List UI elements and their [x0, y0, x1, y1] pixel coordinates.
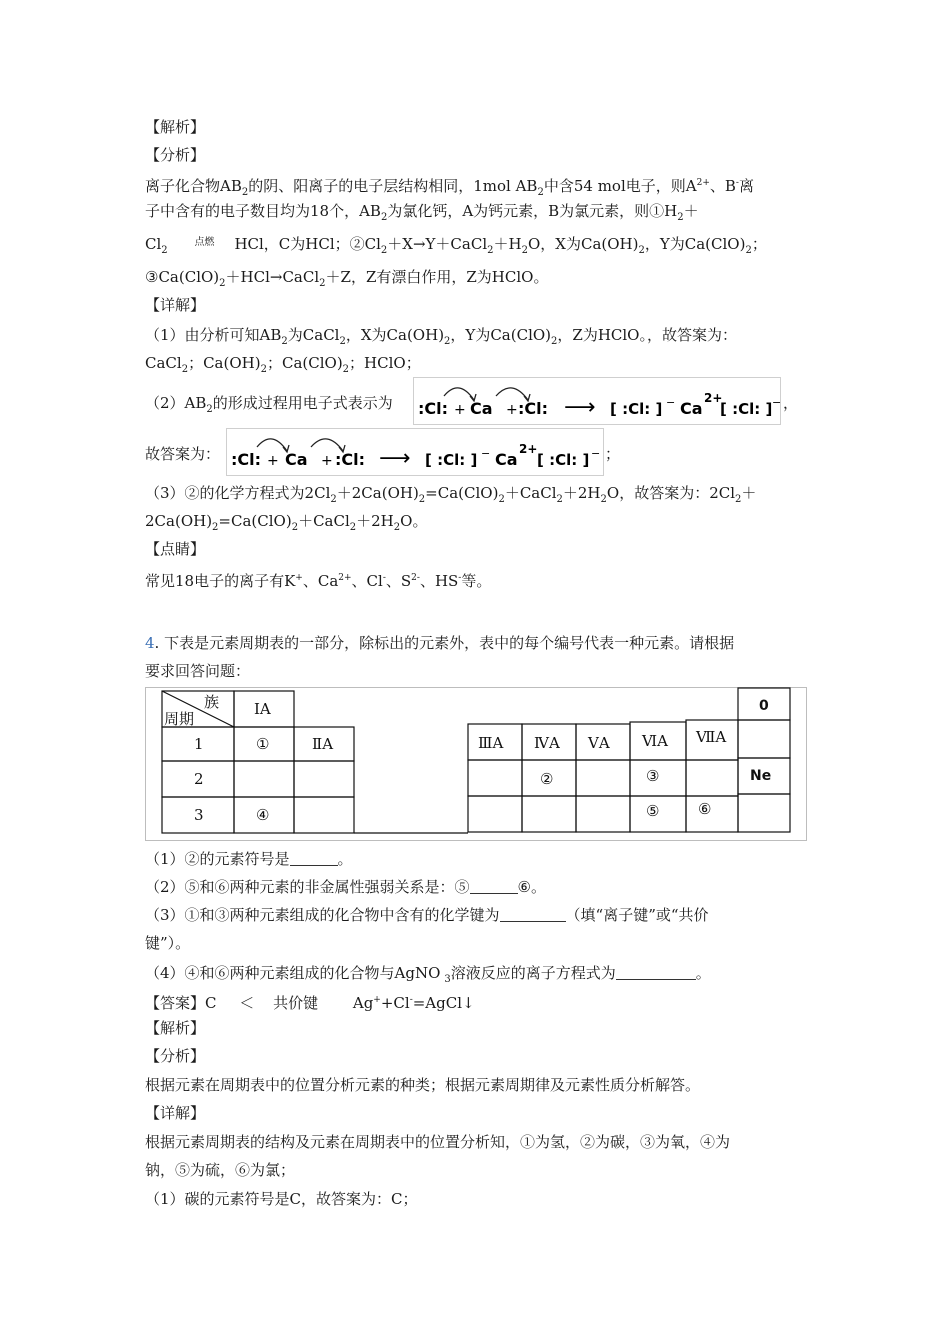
product-cl-2: [ :Cl: ]	[537, 451, 590, 469]
answer-blank-1[interactable]	[290, 851, 338, 866]
element-5: ⑤	[646, 802, 660, 820]
period-3: 3	[194, 806, 204, 824]
answer-blank-3[interactable]	[500, 907, 566, 922]
q4-xiangjie-line-1: 根据元素周期表的结构及元素在周期表中的位置分析知，①为氢，②为碳，③为氧，④为	[145, 1133, 731, 1151]
period-1: 1	[194, 735, 204, 753]
product-cl-2: [ :Cl: ]	[720, 400, 773, 418]
detail-3-line-2: $2Ca(OH)_2=Ca(ClO)_2+CaCl_2+2H_2O$。	[145, 512, 428, 533]
analysis-line-1: 离子化合物$AB_2$的阴、阳离子的电子层结构相同，1mol $AB_2$中含54 mol电子，则$A^{2+}$、B-离	[145, 177, 754, 198]
plus-1: +	[267, 453, 279, 469]
reaction-arrow: ⟶	[379, 446, 411, 471]
group-4a: ⅣA	[534, 734, 560, 752]
q4-heading-fenxi: 【分析】	[145, 1047, 206, 1065]
product-cl-1: [ :Cl: ]	[610, 400, 663, 418]
product-cl-2-charge: −	[772, 396, 782, 409]
analysis-line-4: $③Ca(ClO)_2+HCl\to CaCl_2+Z$，Z有漂白作用，Z为HClO。	[145, 268, 549, 289]
detail-3-line-1: （3）②的化学方程式为$2Cl_2+2Ca(OH)_2=Ca(ClO)_2+CaCl_2+2H_2O$，故答案为：$2Cl_2+$	[145, 484, 757, 505]
cl-atom-1: :Cl:	[231, 450, 262, 469]
q4-sub-2: （2）⑤和⑥两种元素的非金属性强弱关系是：⑤ ⑥。	[145, 878, 546, 896]
product-cl-1-charge: −	[481, 447, 491, 460]
detail-2-line-1: $(2)AB_2$的形成过程用电子式表示为	[145, 394, 393, 415]
element-4: ④	[256, 806, 270, 824]
q4-xiangjie-line-2: 钠，⑤为硫，⑥为氯；	[145, 1161, 296, 1179]
element-1: ①	[256, 735, 270, 753]
q4-heading-xiangjie: 【详解】	[145, 1104, 206, 1122]
element-6: ⑥	[698, 800, 712, 818]
detail-1-line-1: （1）由分析可知$AB_2$为CaCl$_2$，X为$Ca(OH)_2$，Y为$Ca(ClO)_2$，Z为HClO。，故答案为：	[145, 326, 737, 347]
plus-2: +	[321, 453, 333, 469]
product-cl-2-charge: −	[591, 447, 601, 460]
heading-dianjing: 【点睛】	[145, 540, 206, 558]
product-cl-1-charge: −	[666, 396, 676, 409]
electron-dot-formation-figure-1	[413, 377, 781, 425]
analysis-line-3: $Cl_2$ $^{点燃}$ HCl，C为HCl；$②Cl_2+X\to Y+CaCl_2+H_2O$，X为$Ca(OH)_2$，Y为$Ca(ClO)_2$；	[145, 235, 767, 256]
question-number: 4	[145, 634, 155, 652]
detail-1-line-2: CaCl$_2$；$Ca(OH)_2$；$Ca(ClO)_2$；HClO；	[145, 354, 421, 375]
header-zhouqi: 周期	[164, 710, 195, 728]
q4-sub-3-line-2: 键”）。	[145, 934, 191, 952]
ignition-label: 点燃	[194, 237, 215, 248]
ca-atom: Ca	[470, 399, 493, 418]
group-2a: ⅡA	[312, 735, 334, 753]
electron-dot-formation-figure-2	[226, 428, 604, 476]
product-ca-charge: 2+	[519, 442, 538, 456]
group-0: 0	[759, 698, 769, 714]
group-7a: ⅦA	[696, 728, 727, 746]
detail-2-semicolon: ；	[605, 445, 621, 463]
element-3: ③	[646, 767, 660, 785]
heading-fenxi: 【分析】	[145, 146, 206, 164]
detail-2-comma: ，	[783, 394, 799, 412]
product-ca-charge: 2+	[704, 391, 723, 405]
answer-blank-2[interactable]	[470, 879, 518, 894]
analysis-line-2: 子中含有的电子数目均为18个，$AB_2$为氯化钙，A为钙元素，B为氯元素，则$①H_2+$	[145, 202, 699, 223]
q4-answer: 【答案】C ＜ 共价键 Ag++Cl-=AgCl↓	[145, 994, 475, 1012]
detail-2-line-2: 故答案为：	[145, 445, 221, 463]
cl-atom-2: :Cl:	[335, 450, 366, 469]
heading-xiangjie: 【详解】	[145, 296, 206, 314]
cl-atom-2: :Cl:	[518, 399, 549, 418]
q4-heading-jiexi: 【解析】	[145, 1019, 206, 1037]
group-3a: ⅢA	[478, 734, 504, 752]
product-ca: Ca	[680, 399, 703, 418]
q4-xiangjie-line-3: （1）碳的元素符号是C，故答案为：C；	[145, 1190, 418, 1208]
q4-sub-1: （1）②的元素符号是 。	[145, 850, 353, 868]
q4-sub-3-line-1: （3）①和③两种元素组成的化合物中含有的化学键为 （填“离子键”或“共价	[145, 906, 709, 924]
heading-jiexi: 【解析】	[145, 118, 206, 136]
product-ca: Ca	[495, 450, 518, 469]
plus-2: +	[506, 402, 518, 418]
group-6a: ⅥA	[642, 732, 668, 750]
q4-sub-4: （4）④和⑥两种元素组成的化合物与AgNO $_3$溶液反应的离子方程式为 。	[145, 964, 711, 985]
plus-1: +	[454, 402, 466, 418]
periodic-table-figure	[145, 687, 807, 841]
group-1a: ⅠA	[254, 700, 271, 718]
dianjing-text: 常见18电子的离子有K+、$Ca^{2+}$、Cl-、$S^{2-}$、HS-等。	[145, 572, 492, 590]
reaction-arrow: ⟶	[564, 395, 596, 420]
cl-atom-1: :Cl:	[418, 399, 449, 418]
q4-fenxi-text: 根据元素在周期表中的位置分析元素的种类；根据元素周期律及元素性质分析解答。	[145, 1076, 701, 1094]
answer-blank-4[interactable]	[616, 965, 696, 980]
element-ne: Ne	[750, 768, 772, 784]
q4-stem-line-1: 4. 下表是元素周期表的一部分，除标出的元素外，表中的每个编号代表一种元素。请根据	[145, 634, 735, 652]
group-5a: ⅤA	[588, 734, 610, 752]
header-zu: 族	[204, 693, 220, 711]
product-cl-1: [ :Cl: ]	[425, 451, 478, 469]
element-2: ②	[540, 770, 554, 788]
period-2: 2	[194, 770, 204, 788]
ca-atom: Ca	[285, 450, 308, 469]
q4-stem-line-2: 要求回答问题：	[145, 662, 251, 680]
